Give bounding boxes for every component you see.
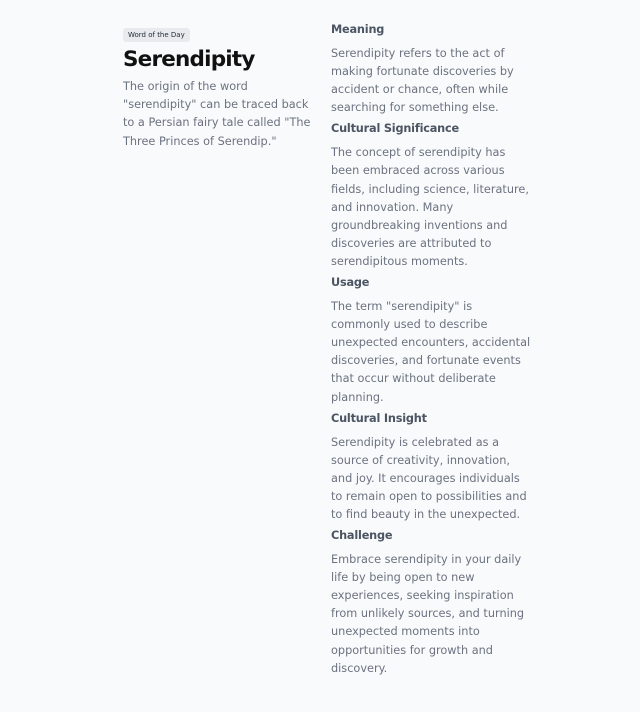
body-line: making fortunate discoveries by xyxy=(331,65,514,79)
word-summary xyxy=(123,22,311,151)
body-line: planning. xyxy=(331,390,384,404)
body-line: been embraced across various xyxy=(331,164,505,178)
body-line: life by being open to new xyxy=(331,571,475,585)
section-body xyxy=(331,45,531,117)
section-body xyxy=(331,144,531,271)
body-line: The concept of serendipity has xyxy=(331,146,506,160)
body-line: to remain open to possibilities and xyxy=(331,489,527,503)
body-line: fields, including science, literature, xyxy=(331,182,529,196)
body-line: to find beauty in the unexpected. xyxy=(331,507,521,521)
section-heading: Usage xyxy=(331,276,370,290)
body-line: and joy. It encourages individuals xyxy=(331,471,520,485)
body-line: Embrace serendipity in your daily xyxy=(331,553,522,567)
section-usage xyxy=(331,275,531,407)
body-line: unexpected moments into xyxy=(331,625,480,639)
body-line: opportunities for growth and xyxy=(331,643,493,657)
body-line: experiences, seeking inspiration xyxy=(331,589,514,603)
section-meaning xyxy=(331,22,531,117)
section-challenge xyxy=(331,528,531,678)
body-line: unexpected encounters, accidental xyxy=(331,336,531,350)
intro-line: Three Princes of Serendip." xyxy=(123,134,277,148)
section-body xyxy=(331,551,531,678)
section-heading: Challenge xyxy=(331,529,393,543)
body-line: serendipitous moments. xyxy=(331,254,468,268)
body-line: Serendipity refers to the act of xyxy=(331,47,505,60)
body-line: searching for something else. xyxy=(331,101,499,115)
intro-line: The origin of the word xyxy=(123,80,248,93)
section-heading: Cultural Significance xyxy=(331,122,459,136)
section-heading: Cultural Insight xyxy=(331,411,427,425)
body-line: source of creativity, innovation, xyxy=(331,453,510,467)
word-of-the-day-badge: Word of the Day xyxy=(123,28,190,42)
body-line: discovery. xyxy=(331,661,388,675)
body-line: The term "serendipity" is xyxy=(331,300,473,314)
intro-line: to a Persian fairy tale called "The xyxy=(123,116,311,130)
body-line: discoveries, and fortunate events xyxy=(331,354,521,368)
body-line: from unlikely sources, and turning xyxy=(331,607,525,621)
section-body xyxy=(331,298,531,407)
section-cultural-insight xyxy=(331,411,531,524)
body-line: Serendipity is celebrated as a xyxy=(331,435,500,449)
intro-line: "serendipity" can be traced back xyxy=(123,98,309,112)
body-line: commonly used to describe xyxy=(331,318,488,332)
section-body xyxy=(331,434,531,524)
word-origin xyxy=(123,78,311,151)
body-line: that occur without deliberate xyxy=(331,372,496,386)
section-cultural-significance xyxy=(331,121,531,271)
body-line: discoveries are attributed to xyxy=(331,236,492,250)
word-title: Serendipity xyxy=(123,47,255,72)
body-line: accident or chance, often while xyxy=(331,83,509,97)
section-heading: Meaning xyxy=(331,23,385,36)
body-line: and innovation. Many xyxy=(331,200,454,214)
word-details xyxy=(331,22,531,682)
body-line: groundbreaking inventions and xyxy=(331,218,508,232)
